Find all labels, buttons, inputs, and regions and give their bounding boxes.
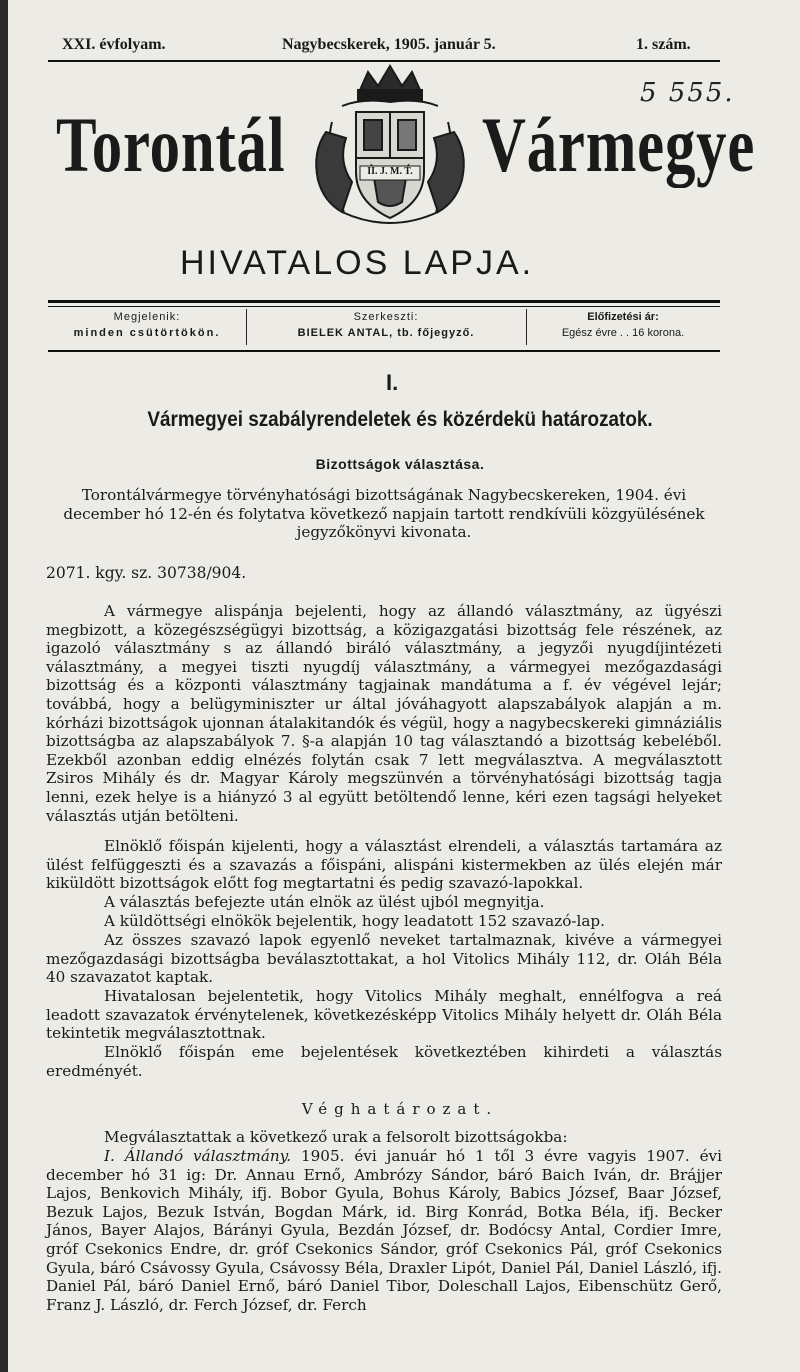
subscription-value: Egész évre . . 16 korona.	[561, 327, 685, 339]
paragraph: A vármegye alispánja bejelenti, hogy az állandó választmány, az ügyészi megbizott, a közegészségügyi bizottság, a közigazgatási bizottság fele részének, az igazoló választmány s az állandó biráló választmány, a jegyzői nyugdíjintézeti választmány, a megyei tiszti nyugdíj választmány, a vármegyei mezőgazdasági bizottság és a központi választmány tagjainak mandátuma a f. év végével lejár; továbbá, hogy a belügyminiszter ur által jóváhagyott alapszabályok alapján a m. kórházi bizottságok ujonnan átalakitandók és végül, hogy a nagybecskereki gimnáziális bizottságba az alapszabályok 7. §-a alapján 10 tag választandó a bizottság kebeléből. Ezekből azonban eddig elnézés folytán csak 7 lett megválasztva. A megválasztott Zsiros Mihály és dr. Magyar Károly megszünvén a törvényhatósági bizottság tagja lenni, ezek helye is a hiányzó 3 al együtt betöltendő lenne, kéri ezen tagsági helyeket választás utján betölteni.	[46, 602, 722, 825]
issue-number: 1. szám.	[636, 36, 691, 53]
masthead-left-word: Torontál	[56, 101, 286, 188]
coat-of-arms-emblem	[302, 62, 478, 230]
verdict-lead: Megválasztattak a következő urak a felsorolt bizottságokba:	[104, 1128, 568, 1146]
intro-paragraph: Torontálvármegye törvényhatósági bizottságának Nagybecskereken, 1904. évi december hó 12-én és folytatva következő napjain tartott rendkívüli közgyülésének jegyzőkönyvi kivonata.	[63, 486, 705, 542]
handwritten-number: 5 555.	[640, 78, 735, 108]
info-bottom-rule	[48, 350, 720, 352]
paragraph: A választás befejezte után elnök az ülést ujból megnyitja.	[104, 893, 545, 911]
page-binding-edge	[0, 0, 8, 1372]
info-box	[48, 303, 720, 349]
schedule-value: minden csütörtökön.	[73, 327, 221, 339]
section-title: Vármegyei szabályrendeletek és közérdekü határozatok.	[147, 408, 653, 431]
place-date: Nagybecskerek, 1905. január 5.	[282, 36, 496, 53]
article-title: Bizottságok választása.	[315, 456, 485, 472]
reference-number: 2071. kgy. sz. 30738/904.	[46, 564, 247, 582]
section-number: I.	[386, 370, 399, 395]
paragraph: Elnöklő főispán eme bejelentések következtében kihirdeti a választás eredményét.	[46, 1043, 722, 1080]
paragraph: Hivatalosan bejelentetik, hogy Vitolics Mihály meghalt, ennélfogva a reá leadott szavazatok érvénytelenek, következésképp Vitolics Mihály helyett dr. Oláh Béla tekintetik megválasztottnak.	[46, 987, 722, 1043]
paragraph: A küldöttségi elnökök bejelentik, hogy leadatott 152 szavazó-lap.	[104, 912, 605, 930]
subscription-info	[526, 309, 720, 341]
subscription-title: Előfizetési ár:	[587, 311, 659, 323]
subtitle: HIVATALOS LAPJA.	[180, 244, 535, 282]
paragraph: Elnöklő főispán kijelenti, hogy a választást elrendeli, a választás tartamára az ülést felfüggeszti és a szavazás a főispáni, alispáni kistermekben az ülés elején már kiküldött bizottságok előtt fog megtartatni és pedig szavazó-lapokkal.	[46, 837, 722, 893]
committee-label: I. Állandó választmány.	[104, 1147, 292, 1165]
masthead-right-word: Vármegye	[482, 101, 756, 188]
editor-title: Szerkeszti:	[353, 311, 419, 323]
publication-schedule	[48, 309, 246, 341]
editor-value: BIELEK ANTAL, tb. főjegyző.	[297, 327, 475, 339]
paragraph: Az összes szavazó lapok egyenlő neveket tartalmaznak, kivéve a vármegyei mezőgazdasági bizottságba beválasztottakat, a hol Vitolics Mihály 112, dr. Oláh Béla 40 szavazatot kaptak.	[46, 931, 722, 987]
editor-info	[246, 309, 526, 341]
crest-inscription: II. J. M. T.	[367, 166, 413, 177]
committee-members: 1905. évi január hó 1 től 3 évre vagyis 1907. évi december hó 31 ig: Dr. Annau Ernő, Ambrózy Sándor, báró Baich Iván, dr. Brájjer Lajos, Benkovich Mihály, ifj. Bobor Gyula, Bohus Károly, Babics József, Baar József, Bezuk Lajos, Bezuk István, Bogdan Márk, id. Birg Konrád, Botka Béla, ifj. Becker János, Bayer Alajos, Bárányi Gyula, Bezdán József, dr. Bodócsy Antal, Cordier Imre, gróf Csekonics Endre, dr. gróf Csekonics Sándor, gróf Csekonics Pál, gróf Csekonics Gyula, báró Csávossy Gyula, Csávossy Béla, Draxler Lipót, Daniel Pál, Daniel László, ifj. Daniel Pál, báró Daniel Ernő, báró Daniel Tibor, Doleschall Lajos, Eibenschütz Gerő, Franz J. László, dr. Ferch József, dr. Ferch	[46, 1147, 722, 1314]
verdict-title: Véghatározat.	[301, 1100, 499, 1118]
volume-label: XXI. évfolyam.	[62, 36, 166, 53]
schedule-title: Megjelenik:	[113, 311, 181, 323]
committee-list	[46, 1147, 722, 1314]
